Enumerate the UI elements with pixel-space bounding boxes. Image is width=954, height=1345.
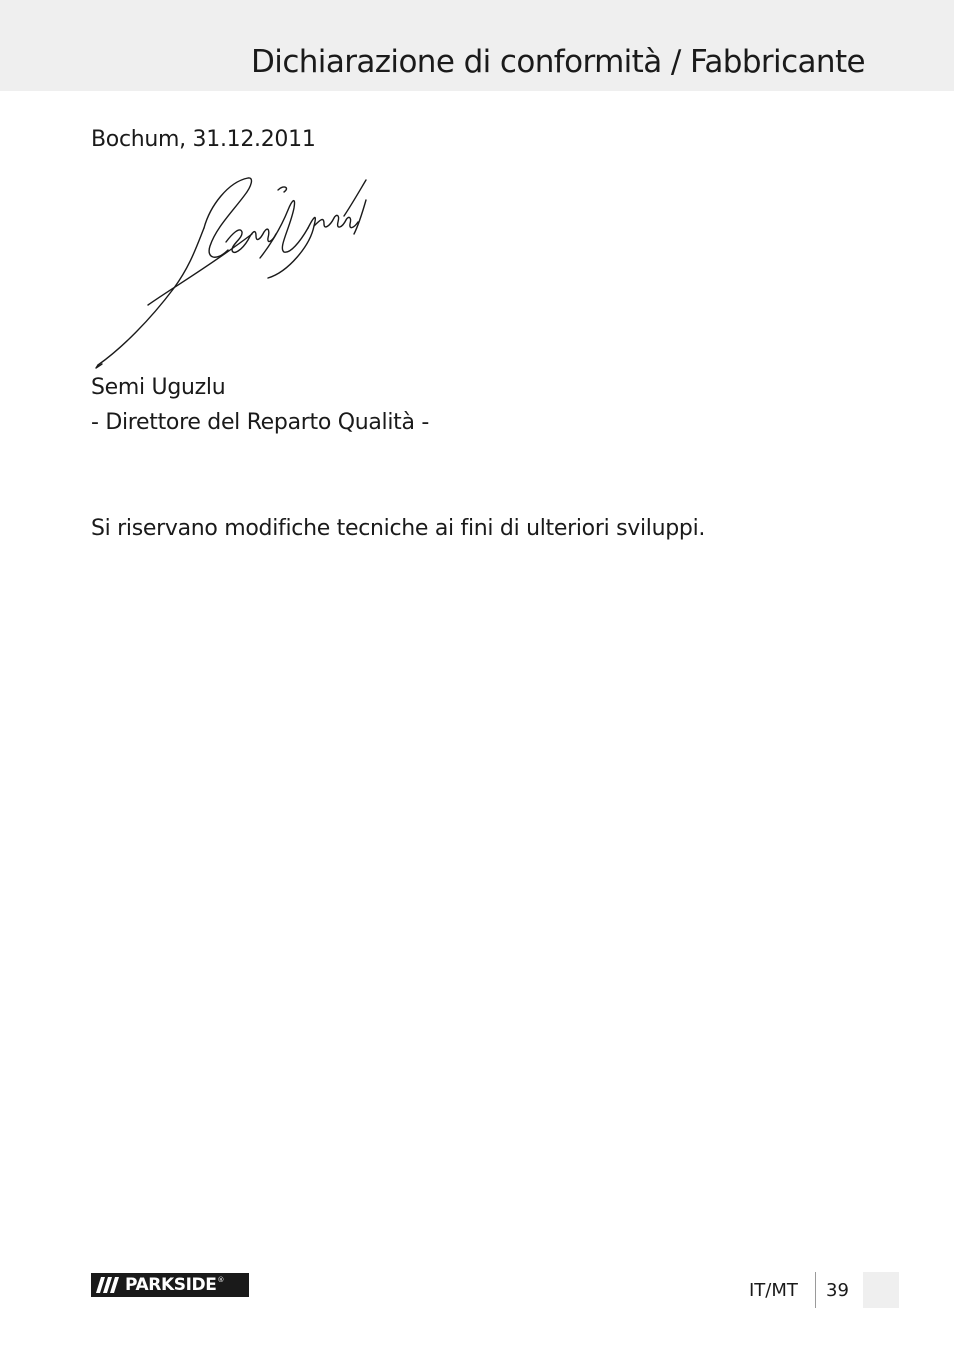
page-number: 39 bbox=[826, 1280, 849, 1301]
registered-mark: ® bbox=[217, 1276, 225, 1284]
signer-name: Semi Uguzlu bbox=[91, 375, 226, 400]
page-title: Dichiarazione di conformità / Fabbricante bbox=[251, 44, 865, 80]
signature bbox=[92, 170, 377, 375]
page-tab bbox=[863, 1272, 899, 1308]
parkside-logo bbox=[91, 1273, 249, 1297]
logo-stripes-icon bbox=[91, 1273, 125, 1297]
language-code: IT/MT bbox=[749, 1280, 798, 1301]
technical-changes-notice: Si riservano modifiche tecniche ai fini di ulteriori sviluppi. bbox=[91, 516, 706, 541]
footer-divider bbox=[815, 1272, 816, 1308]
place-date: Bochum, 31.12.2011 bbox=[91, 127, 316, 152]
brand-name: PARKSIDE bbox=[125, 1275, 217, 1295]
signer-role: - Direttore del Reparto Qualità - bbox=[91, 410, 429, 435]
